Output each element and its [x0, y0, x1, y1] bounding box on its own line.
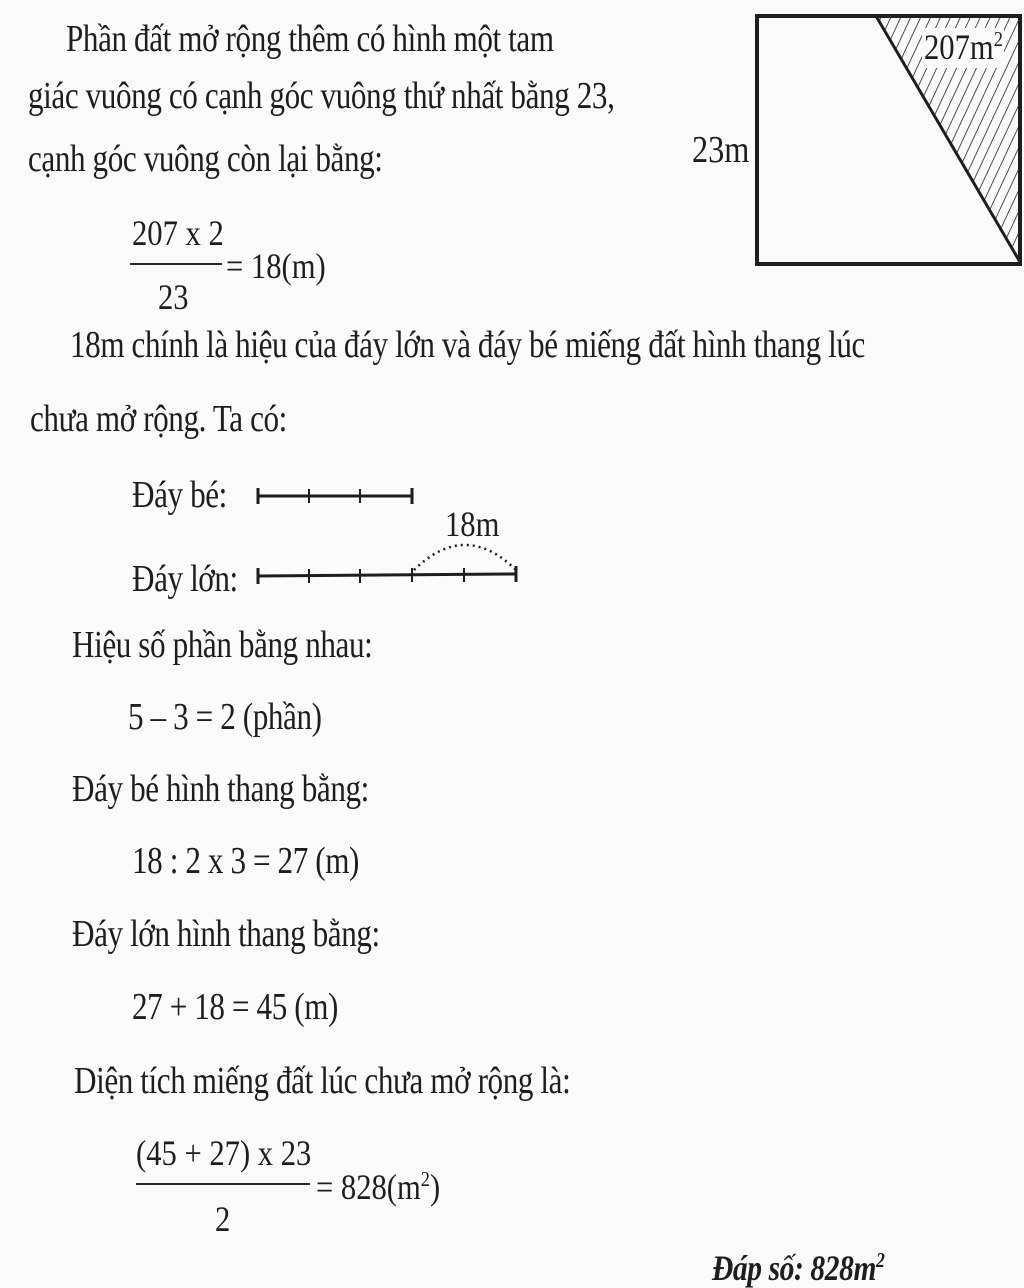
fraction-bar	[130, 263, 222, 265]
formula2-numerator: (45 + 27) x 23	[136, 1133, 312, 1173]
step1-calc: 5 – 3 = 2 (phần)	[128, 696, 322, 738]
final-answer-sup: 2	[876, 1248, 885, 1272]
formula1-numerator: 207 x 2	[132, 213, 224, 253]
intro-line-3: cạnh góc vuông còn lại bằng:	[28, 138, 383, 180]
formula2-result-sup: 2	[420, 1167, 430, 1191]
paragraph2-line-1: 18m chính là hiệu của đáy lớn và đáy bé miếng đất hình thang lúc	[70, 324, 865, 366]
formula2-result-value: = 828(m	[316, 1167, 421, 1207]
step3-calc: 27 + 18 = 45 (m)	[132, 986, 339, 1028]
formula2-result	[316, 1166, 440, 1208]
area-label	[924, 26, 1003, 68]
large base-segment	[258, 566, 516, 584]
segment-diagram	[250, 480, 540, 590]
step3-title: Đáy lớn hình thang bằng:	[72, 913, 380, 955]
fraction-bar	[136, 1183, 310, 1185]
step1-title: Hiệu số phần bằng nhau:	[72, 624, 373, 666]
difference-label: 18m	[445, 504, 500, 544]
small-base-label: Đáy bé:	[132, 474, 227, 516]
final-answer-text: Đáp số: 828m	[712, 1248, 876, 1288]
area-label-value: 207m	[924, 27, 994, 67]
trapezoid-figure	[680, 0, 1024, 280]
area-label-sup: 2	[993, 27, 1003, 51]
step4-title: Diện tích miếng đất lúc chưa mở rộng là:	[74, 1060, 571, 1102]
small-base-segment	[258, 488, 412, 504]
step2-title: Đáy bé hình thang bằng:	[72, 768, 369, 810]
step2-calc: 18 : 2 x 3 = 27 (m)	[132, 840, 360, 882]
final-answer	[712, 1250, 884, 1286]
large-base-label: Đáy lớn:	[132, 558, 238, 600]
side-length-label: 23m	[692, 129, 750, 171]
formula1-denominator: 23	[158, 277, 189, 317]
difference-brace	[414, 545, 516, 570]
formula1-result: = 18(m)	[226, 246, 326, 286]
formula2-result-close: )	[429, 1167, 441, 1207]
paragraph2-line-2: chưa mở rộng. Ta có:	[30, 398, 287, 440]
intro-line-2: giác vuông có cạnh góc vuông thứ nhất bằng 23,	[28, 75, 615, 117]
intro-line-1: Phần đất mở rộng thêm có hình một tam	[66, 18, 554, 60]
formula2-denominator: 2	[215, 1199, 231, 1239]
